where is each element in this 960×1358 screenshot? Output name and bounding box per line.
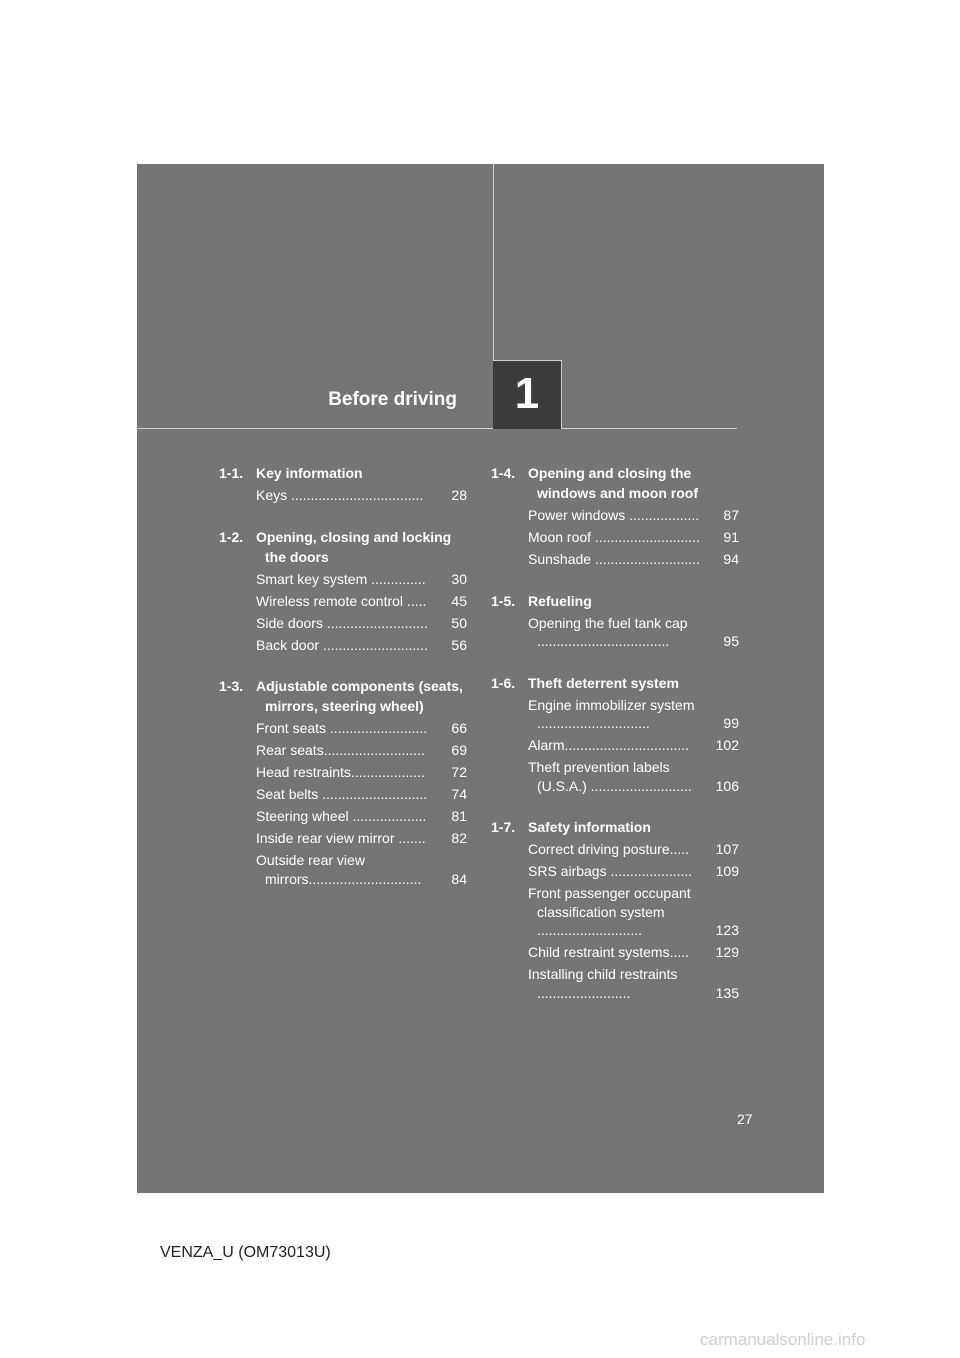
- toc-item[interactable]: [256, 570, 467, 589]
- toc-item-page: 66: [451, 720, 467, 736]
- section-title: Refueling: [528, 592, 592, 609]
- toc-item-page: 102: [715, 737, 739, 753]
- toc-item-label: Front seats .........................: [256, 720, 428, 736]
- toc-section: [219, 527, 467, 655]
- toc-item-label: Opening the fuel tank cap ..................................: [528, 614, 688, 649]
- toc-item-page: 87: [723, 507, 739, 523]
- toc-left-column: [219, 463, 467, 910]
- section-number: 1-2.: [219, 528, 244, 545]
- divider-horizontal: [137, 428, 737, 429]
- toc-item-page: 123: [715, 922, 739, 938]
- toc-item-page: 135: [715, 984, 739, 1001]
- toc-item[interactable]: [528, 943, 739, 962]
- toc-item[interactable]: [256, 785, 467, 804]
- toc-item-label: Keys ..................................: [256, 487, 424, 503]
- toc-item-label: Child restraint systems.....: [528, 944, 690, 960]
- toc-item[interactable]: [256, 636, 467, 655]
- section-title: Key information: [256, 465, 363, 481]
- toc-item-list: [491, 696, 739, 796]
- section-number: 1-6.: [491, 674, 516, 691]
- toc-item-label: Engine immobilizer system .............................: [528, 696, 695, 731]
- section-number: 1-7.: [491, 819, 516, 835]
- toc-item-page: 81: [451, 808, 467, 824]
- toc-item[interactable]: [528, 965, 739, 1002]
- toc-item-page: 45: [451, 592, 467, 609]
- toc-item[interactable]: [256, 719, 467, 738]
- section-title: Opening and closing the windows and moon roof: [528, 465, 698, 501]
- toc-item-page: 91: [723, 529, 739, 545]
- section-number: 1-4.: [491, 465, 516, 481]
- toc-section-heading[interactable]: [491, 673, 739, 693]
- toc-item-page: 69: [451, 742, 467, 758]
- toc-item[interactable]: [528, 528, 739, 547]
- toc-item[interactable]: [528, 840, 739, 859]
- toc-item-label: Alarm................................: [528, 737, 690, 753]
- toc-section: [491, 463, 739, 569]
- toc-item[interactable]: [256, 851, 467, 888]
- toc-section-heading[interactable]: [491, 591, 739, 611]
- toc-item-page: 50: [451, 614, 467, 631]
- toc-item-page: 99: [723, 715, 739, 731]
- toc-item-page: 30: [451, 570, 467, 587]
- section-number: 1-3.: [219, 678, 244, 694]
- toc-item-label: Side doors ..........................: [256, 614, 428, 631]
- toc-item-label: Back door ...........................: [256, 636, 428, 653]
- toc-item-label: Outside rear view mirrors.............................: [256, 852, 422, 887]
- toc-item-page: 84: [451, 870, 467, 887]
- toc-item[interactable]: [256, 829, 467, 848]
- toc-item[interactable]: [528, 884, 739, 940]
- toc-item[interactable]: [256, 741, 467, 760]
- toc-item-list: [491, 840, 739, 1002]
- toc-item[interactable]: [256, 486, 467, 505]
- toc-item-label: Seat belts ...........................: [256, 786, 428, 802]
- section-title: Theft deterrent system: [528, 674, 679, 691]
- toc-item-label: Theft prevention labels (U.S.A.) ..........................: [528, 759, 692, 794]
- toc-item-label: Smart key system ..............: [256, 570, 426, 587]
- chapter-number-tab: 1: [493, 360, 562, 429]
- toc-item-list: [219, 570, 467, 655]
- toc-section: [219, 463, 467, 505]
- toc-section-heading[interactable]: [219, 676, 467, 716]
- toc-item[interactable]: [528, 550, 739, 569]
- toc-item[interactable]: [256, 763, 467, 782]
- toc-item[interactable]: [256, 592, 467, 611]
- section-title: Opening, closing and locking the doors: [256, 528, 452, 565]
- toc-section: [491, 817, 739, 1002]
- watermark-text: carmanualsonline.info: [700, 1330, 866, 1349]
- toc-item-page: 129: [715, 944, 739, 960]
- toc-item-label: Sunshade ...........................: [528, 551, 700, 567]
- toc-item-label: Steering wheel ...................: [256, 808, 427, 824]
- toc-item-page: 109: [715, 863, 739, 879]
- toc-item-label: Inside rear view mirror .......: [256, 830, 426, 846]
- toc-item-page: 28: [451, 487, 467, 503]
- toc-section-heading[interactable]: [219, 463, 467, 483]
- toc-item-page: 72: [451, 764, 467, 780]
- toc-item-list: [219, 719, 467, 888]
- toc-item[interactable]: [528, 758, 739, 795]
- toc-section-heading[interactable]: [219, 527, 467, 567]
- section-title: Safety information: [528, 819, 651, 835]
- chapter-title: Before driving: [328, 389, 457, 410]
- toc-item-label: Head restraints...................: [256, 764, 425, 780]
- toc-item-page: 82: [451, 830, 467, 846]
- section-number: 1-1.: [219, 465, 244, 481]
- section-number: 1-5.: [491, 592, 516, 609]
- toc-item-page: 56: [451, 636, 467, 653]
- page-number: 27: [737, 1111, 753, 1127]
- toc-item[interactable]: [256, 807, 467, 826]
- section-title: Adjustable components (seats, mirrors, steering wheel): [256, 678, 463, 714]
- toc-item-label: Correct driving posture.....: [528, 841, 690, 857]
- toc-section: [491, 591, 739, 651]
- toc-item-list: [219, 486, 467, 505]
- toc-item-page: 95: [723, 633, 739, 649]
- toc-item[interactable]: [528, 614, 739, 651]
- toc-item-label: Wireless remote control .....: [256, 592, 427, 609]
- toc-item[interactable]: [256, 614, 467, 633]
- toc-item-label: Moon roof ...........................: [528, 529, 700, 545]
- toc-item-label: SRS airbags .....................: [528, 863, 693, 879]
- toc-item-label: Power windows ..................: [528, 507, 700, 523]
- toc-item[interactable]: [528, 736, 739, 755]
- toc-item-page: 74: [451, 786, 467, 802]
- toc-item[interactable]: [528, 862, 739, 881]
- toc-item[interactable]: [528, 506, 739, 525]
- toc-section-heading[interactable]: [491, 463, 739, 503]
- toc-item[interactable]: [528, 696, 739, 733]
- toc-item-list: [491, 614, 739, 651]
- toc-item-label: Installing child restraints ........................: [528, 966, 678, 1001]
- toc-item-label: Front passenger occupant classification system ...........................: [528, 885, 691, 938]
- toc-section-heading[interactable]: [491, 817, 739, 837]
- toc-item-page: 94: [723, 551, 739, 567]
- toc-right-column: [491, 463, 739, 1024]
- toc-item-page: 107: [715, 841, 739, 857]
- toc-item-list: [491, 506, 739, 569]
- toc-item-label: Rear seats..........................: [256, 742, 425, 758]
- footer-doc-id: VENZA_U (OM73013U): [160, 1244, 331, 1261]
- toc-item-page: 106: [715, 777, 739, 794]
- toc-section: [491, 673, 739, 796]
- toc-section: [219, 676, 467, 888]
